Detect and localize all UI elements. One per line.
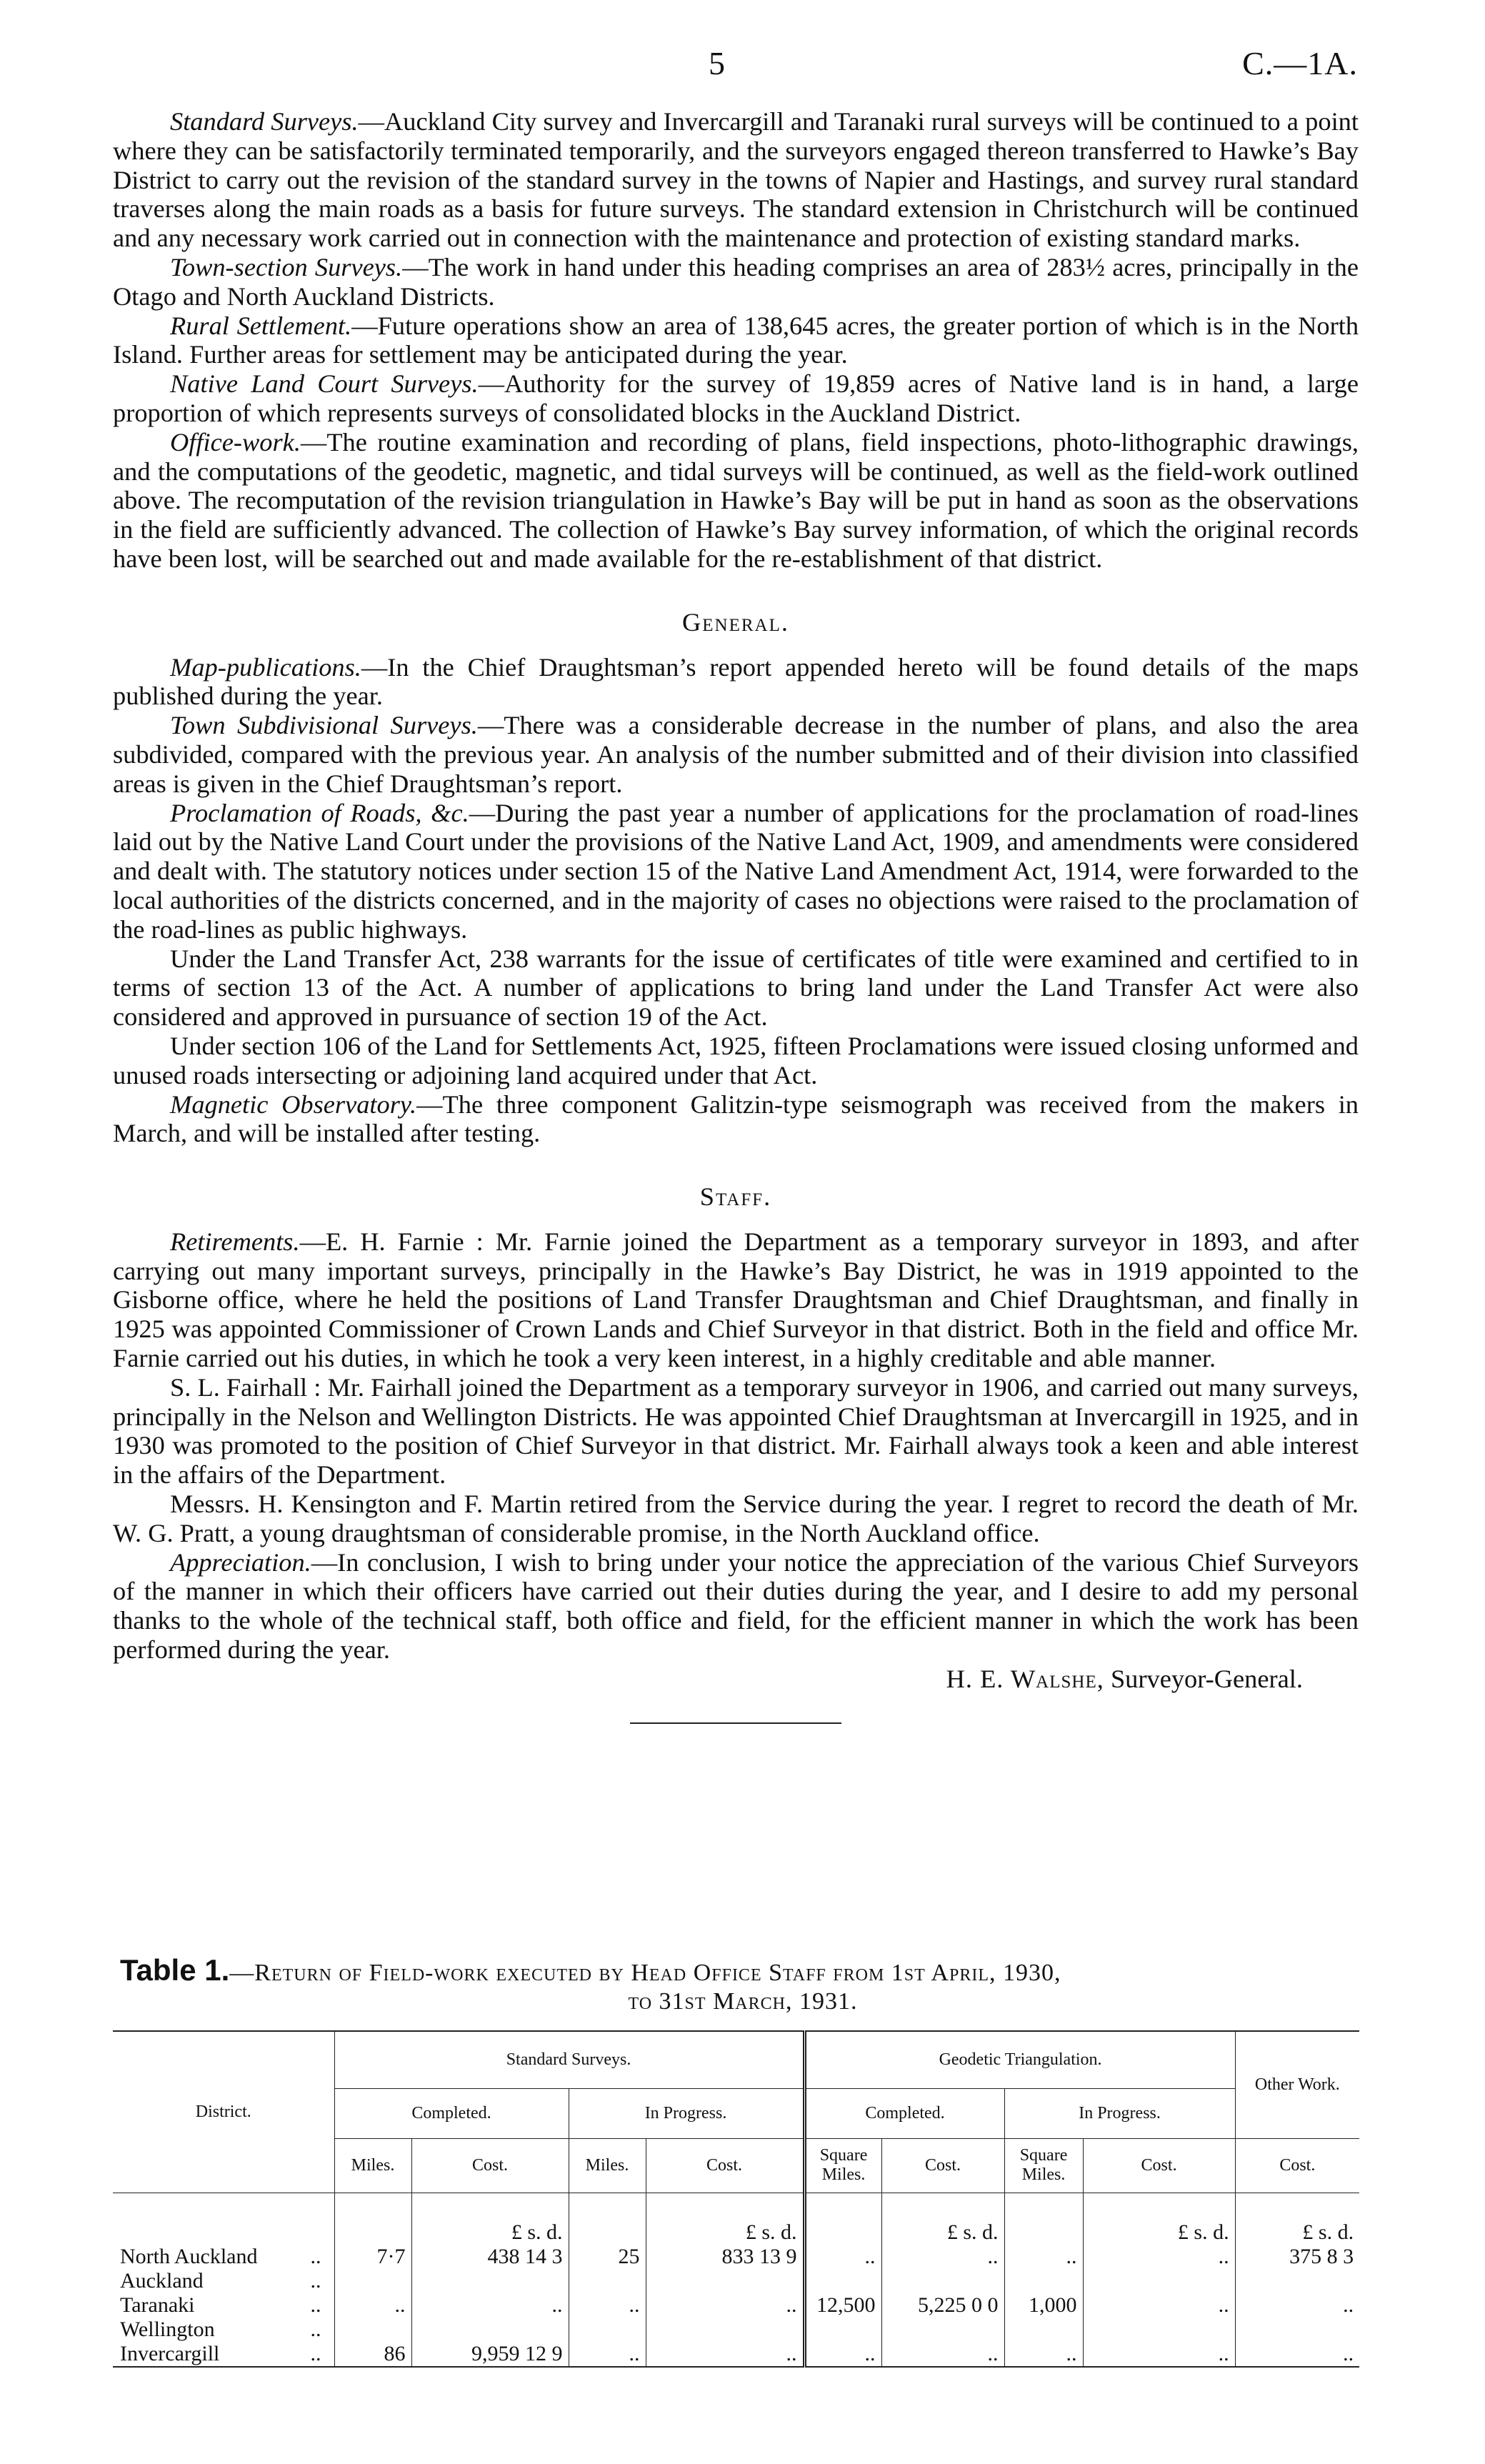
district-name: North Auckland xyxy=(120,2244,258,2268)
staff-section xyxy=(113,1227,1359,1665)
value-cell: .. xyxy=(804,2245,881,2269)
paragraph xyxy=(113,944,1359,1032)
unit-cell xyxy=(1004,2193,1083,2245)
geo-completed-sqmiles-header: Square Miles. xyxy=(804,2138,881,2193)
value-cell: 5,225 0 0 xyxy=(881,2293,1004,2318)
paragraph xyxy=(113,653,1359,712)
value-cell: .. xyxy=(646,2342,804,2367)
value-cell: .. xyxy=(804,2342,881,2367)
district-cell xyxy=(113,2269,334,2293)
value-cell: 7·7 xyxy=(334,2245,411,2269)
table-title: —Return of Field-work executed by Head Office Staff from 1st April, 1930, xyxy=(229,1960,1061,1986)
other-work-header: Other Work. xyxy=(1235,2031,1359,2138)
district-name: Auckland xyxy=(120,2268,204,2293)
paragraph-text: —In conclusion, I wish to bring under your notice the appreciation of the various Chief Surveyors of the manner in which their officers have carried out their duties during the year, and I desire to add my personal thanks to the whole of the technical staff, both office and field, for the efficient manner in which the work has been performed during the year. xyxy=(113,1547,1359,1665)
paragraph-text: —The work in hand under this heading comprises an area of 283½ acres, principally in the Otago and North Auckland Districts. xyxy=(113,252,1359,311)
value-cell: 25 xyxy=(569,2245,646,2269)
value-cell xyxy=(1235,2269,1359,2293)
value-cell xyxy=(881,2269,1004,2293)
signature-title: Surveyor-General. xyxy=(1104,1664,1303,1693)
paragraph-text: —Future operations show an area of 138,645 acres, the greater portion of which is in the North Island. Further areas for settlement may be anticipated during the year. xyxy=(113,311,1359,369)
district-cell xyxy=(113,2318,334,2342)
district-name: Invercargill xyxy=(120,2341,220,2365)
unit-cell: £ s. d. xyxy=(646,2193,804,2245)
std-progress-cost-header: Cost. xyxy=(646,2138,804,2193)
paragraph xyxy=(113,107,1359,253)
paragraph-lead: Magnetic Observatory. xyxy=(170,1089,417,1119)
paragraph xyxy=(113,253,1359,311)
paragraph-lead: Appreciation. xyxy=(170,1547,311,1577)
paragraph-text: —In the Chief Draughtsman’s report appended hereto will be found details of the maps published during the year. xyxy=(113,652,1359,711)
value-cell: .. xyxy=(881,2342,1004,2367)
standard-surveys-header: Standard Surveys. xyxy=(334,2031,804,2088)
paragraph xyxy=(113,1373,1359,1490)
district-cell xyxy=(113,2193,334,2245)
paragraph-lead: Town-section Surveys. xyxy=(170,252,403,281)
geo-progress-sqmiles-header: Square Miles. xyxy=(1004,2138,1083,2193)
leader-dots: .. xyxy=(310,2317,321,2341)
unit-cell xyxy=(334,2193,411,2245)
intro-section xyxy=(113,107,1359,574)
value-cell: 1,000 xyxy=(1004,2293,1083,2318)
leader-dots: .. xyxy=(310,2244,321,2268)
page-number: 5 xyxy=(709,45,725,81)
general-section xyxy=(113,653,1359,1149)
district-cell xyxy=(113,2245,334,2269)
paragraph xyxy=(113,428,1359,574)
paragraph-text: Under the Land Transfer Act, 238 warrants for the issue of certificates of title were examined and certified to in terms of section 13 of the Act. A number of applications to bring land under the Land Transfer Act were also considered and approved in pursuance of section 19 of the Act. xyxy=(113,944,1359,1032)
value-cell xyxy=(1004,2269,1083,2293)
value-cell xyxy=(1083,2318,1235,2342)
table-title-line2: to 31st March, 1931. xyxy=(628,1988,858,2015)
paragraph xyxy=(113,1227,1359,1373)
paragraph xyxy=(113,1032,1359,1090)
page-header xyxy=(0,44,1485,94)
district-cell xyxy=(113,2342,334,2367)
value-cell: .. xyxy=(1235,2293,1359,2318)
paragraph-text: —Authority for the survey of 19,859 acres of Native land is in hand, a large proportion of which represents surveys of consolidated blocks in the Auckland District. xyxy=(113,369,1359,427)
table-label: Table 1. xyxy=(120,1953,230,1987)
geodetic-triangulation-header: Geodetic Triangulation. xyxy=(804,2031,1235,2088)
signature-name: H. E. Walshe, xyxy=(946,1664,1104,1693)
paragraph xyxy=(113,1490,1359,1548)
paragraph-text: S. L. Fairhall : Mr. Fairhall joined the Department as a temporary surveyor in 1906, and carried out many surveys, principally in the Nelson and Wellington Districts. He was appointed Chief Draughtsman at Invercargill in 1925, and in 1930 was promoted to the position of Chief Surveyor in that district. Mr. Fairhall always took a keen and able interest in the affairs of the Department. xyxy=(113,1372,1359,1490)
unit-cell xyxy=(569,2193,646,2245)
table-row xyxy=(113,2245,1359,2269)
document-reference: C.—1A. xyxy=(1242,45,1358,81)
paragraph-lead: Rural Settlement. xyxy=(170,311,352,340)
paragraph-lead: Map-publications. xyxy=(170,652,361,682)
value-cell xyxy=(569,2269,646,2293)
paragraph-text: —There was a considerable decrease in the number of plans, and also the area subdivided, compared with the previous year. An analysis of the number submitted and of their division into classified areas is given in the Chief Draughtsman’s report. xyxy=(113,711,1359,798)
district-name: Taranaki xyxy=(120,2293,195,2317)
paragraph-lead: Native Land Court Surveys. xyxy=(170,369,479,399)
paragraph-text: —During the past year a number of applications for the proclamation of road-lines laid out by the Native Land Court under the provisions of the Native Land Act, 1909, and amendments were considered and dealt with. The statutory notices under section 15 of the Native Land Amendment Act, 1914, were forwarded to the local authorities of the districts concerned, and in the majority of cases no objections were raised to the proclamation of the road-lines as public highways. xyxy=(113,798,1359,944)
value-cell xyxy=(881,2318,1004,2342)
value-cell xyxy=(804,2318,881,2342)
value-cell: 375 8 3 xyxy=(1235,2245,1359,2269)
paragraph-lead: Standard Surveys. xyxy=(170,107,359,136)
paragraph xyxy=(113,711,1359,798)
paragraph xyxy=(113,311,1359,370)
value-cell xyxy=(1235,2318,1359,2342)
staff-heading: Staff. xyxy=(699,1182,772,1212)
value-cell xyxy=(569,2318,646,2342)
table-row xyxy=(113,2318,1359,2342)
geo-in-progress-header: In Progress. xyxy=(1004,2088,1235,2138)
district-cell xyxy=(113,2293,334,2318)
table-row xyxy=(113,2342,1359,2367)
value-cell: .. xyxy=(411,2293,569,2318)
geo-completed-cost-header: Cost. xyxy=(881,2138,1004,2193)
general-heading: General. xyxy=(682,607,789,637)
value-cell: 12,500 xyxy=(804,2293,881,2318)
paragraph-text: —The routine examination and recording of plans, field inspections, photo-lithographic drawings, and the computations of the geodetic, magnetic, and tidal surveys will be continued, as well as the field-work outlined above. The recomputation of the revision triangulation in Hawke’s Bay will be put in hand as soon as the observations in the field are sufficiently advanced. The collection of Hawke’s Bay survey information, of which the original records have been lost, will be searched out and made available for the re-establishment of that district. xyxy=(113,427,1359,573)
body-text xyxy=(113,107,1359,1724)
paragraph xyxy=(113,1548,1359,1665)
value-cell xyxy=(804,2269,881,2293)
paragraph-text: Messrs. H. Kensington and F. Martin retired from the Service during the year. I regret to record the death of Mr. W. G. Pratt, a young draughtsman of considerable promise, in the North Auckland office. xyxy=(113,1490,1359,1547)
unit-cell xyxy=(804,2193,881,2245)
value-cell: .. xyxy=(1083,2342,1235,2367)
signature xyxy=(113,1665,1359,1694)
std-completed-cost-header: Cost. xyxy=(411,2138,569,2193)
section-divider xyxy=(630,1722,841,1724)
table-row xyxy=(113,2293,1359,2318)
district-header: District. xyxy=(113,2031,334,2193)
table-row xyxy=(113,2269,1359,2293)
paragraph-text: —Auckland City survey and Invercargill and Taranaki rural surveys will be continued to a point where they can be satisfactorily terminated temporarily, and the surveyors engaged thereon transferred to Hawke’s Bay District to carry out the revision of the standard survey in the towns of Napier and Hastings, and survey rural standard traverses along the main roads as a basis for future surveys. The standard extension in Christchurch will be continued and any necessary work carried out in connection with the maintenance and protection of existing standard marks. xyxy=(113,107,1359,253)
paragraph xyxy=(113,799,1359,944)
value-cell xyxy=(1004,2318,1083,2342)
value-cell xyxy=(411,2318,569,2342)
value-cell xyxy=(411,2269,569,2293)
paragraph-text: —E. H. Farnie : Mr. Farnie joined the Department as a temporary surveyor in 1893, and after carrying out many important surveys, principally in the Hawke’s Bay District, he was in 1919 appointed to the Gisborne office, where he held the positions of Land Transfer Draughtsman and Chief Draughtsman, and finally in 1925 was appointed Commissioner of Crown Lands and Chief Surveyor in that district. Both in the field and office Mr. Farnie carried out his duties, in which he took a very keen interest, in a highly creditable and able manner. xyxy=(113,1227,1359,1373)
field-work-table xyxy=(113,2030,1359,2368)
value-cell: 833 13 9 xyxy=(646,2245,804,2269)
value-cell: .. xyxy=(1235,2342,1359,2367)
value-cell xyxy=(334,2318,411,2342)
paragraph-lead: Town Subdivisional Surveys. xyxy=(170,711,478,740)
value-cell: .. xyxy=(1004,2342,1083,2367)
paragraph-text: Under section 106 of the Land for Settlements Act, 1925, fifteen Proclamations were issued closing unformed and unused roads intersecting or adjoining land acquired under that Act. xyxy=(113,1031,1359,1089)
leader-dots: .. xyxy=(310,2341,321,2365)
value-cell: .. xyxy=(569,2342,646,2367)
paragraph-text: —The three component Galitzin-type seismograph was received from the makers in March, and will be installed after testing. xyxy=(113,1089,1359,1148)
unit-cell: £ s. d. xyxy=(411,2193,569,2245)
district-name: Wellington xyxy=(120,2317,215,2341)
value-cell: 9,959 12 9 xyxy=(411,2342,569,2367)
leader-dots: .. xyxy=(310,2293,321,2317)
std-in-progress-header: In Progress. xyxy=(569,2088,804,2138)
value-cell xyxy=(334,2269,411,2293)
value-cell: .. xyxy=(881,2245,1004,2269)
value-cell: .. xyxy=(646,2293,804,2318)
value-cell: 438 14 3 xyxy=(411,2245,569,2269)
value-cell: .. xyxy=(569,2293,646,2318)
units-row xyxy=(113,2193,1359,2245)
geo-progress-cost-header: Cost. xyxy=(1083,2138,1235,2193)
paragraph xyxy=(113,369,1359,428)
paragraph xyxy=(113,1090,1359,1149)
table-caption xyxy=(120,1953,1366,2016)
value-cell: .. xyxy=(1083,2293,1235,2318)
leader-dots: .. xyxy=(310,2268,321,2293)
unit-cell: £ s. d. xyxy=(1083,2193,1235,2245)
unit-cell: £ s. d. xyxy=(881,2193,1004,2245)
other-work-cost-header: Cost. xyxy=(1235,2138,1359,2193)
value-cell xyxy=(1083,2269,1235,2293)
paragraph-lead: Proclamation of Roads, &c. xyxy=(170,798,469,827)
table-body xyxy=(113,2193,1359,2367)
geo-completed-header: Completed. xyxy=(804,2088,1004,2138)
value-cell xyxy=(646,2269,804,2293)
value-cell: .. xyxy=(1004,2245,1083,2269)
paragraph-lead: Office-work. xyxy=(170,427,301,457)
std-completed-header: Completed. xyxy=(334,2088,569,2138)
value-cell: 86 xyxy=(334,2342,411,2367)
paragraph-lead: Retirements. xyxy=(170,1227,300,1256)
unit-cell: £ s. d. xyxy=(1235,2193,1359,2245)
value-cell: .. xyxy=(1083,2245,1235,2269)
value-cell xyxy=(646,2318,804,2342)
std-completed-miles-header: Miles. xyxy=(334,2138,411,2193)
std-progress-miles-header: Miles. xyxy=(569,2138,646,2193)
value-cell: .. xyxy=(334,2293,411,2318)
